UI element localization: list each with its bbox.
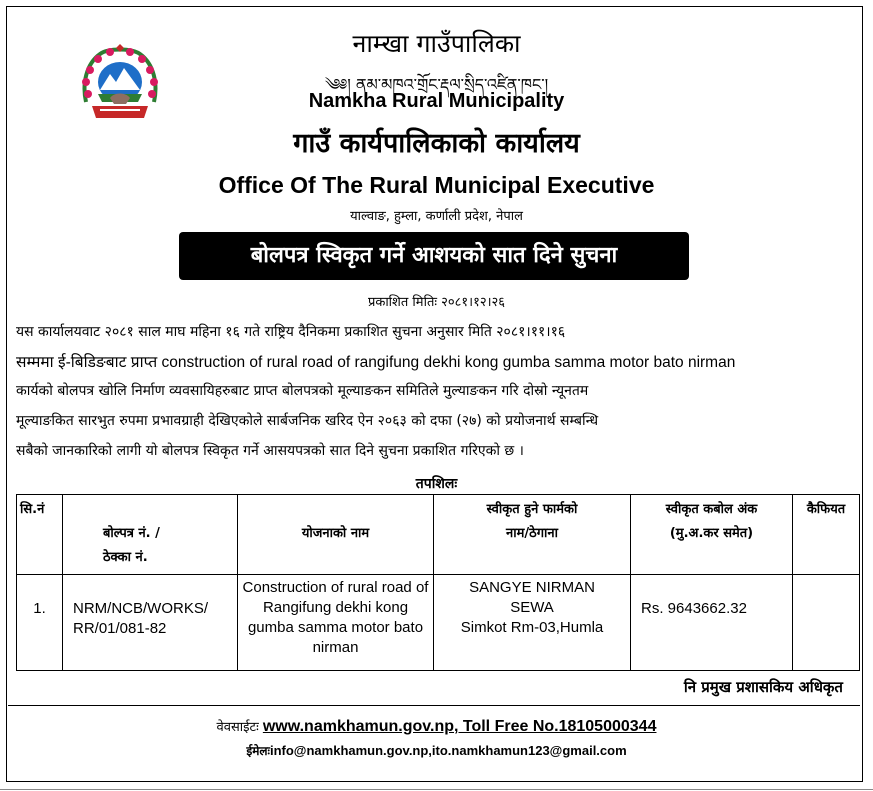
- body-line-4: मूल्याङकित सारभुत रुपमा प्रभावग्राही देखिएकोले सार्बजनिक खरिद ऐन २०६३ को दफा (२७) को प्रयोजनार्थ सम्बन्धि: [16, 413, 599, 429]
- table-header-row: [17, 495, 860, 575]
- footer-website: [0, 717, 873, 736]
- body-line-3: कार्यको बोलपत्र खोलि निर्माण व्यवसायिहरुबाट प्राप्त बोलपत्रको मूल्याङकन समितिले मुल्याङकन गरि दोस्रो न्यूनतम: [16, 383, 589, 399]
- header-project-name: योजनाको नाम: [238, 495, 434, 575]
- header-firm: स्वीकृत हुने फार्मको नाम/ठेगाना: [434, 495, 631, 575]
- details-heading: तपशिलः: [415, 476, 458, 492]
- website-label: वेवसाईटः: [216, 720, 259, 735]
- website-link[interactable]: www.namkhamun.gov.np, Toll Free No.18105000344: [262, 718, 657, 735]
- cell-project: Construction of rural road of Rangifung dekhi kong gumba samma motor bato nirman: [238, 575, 434, 671]
- cell-sn: 1.: [17, 575, 63, 671]
- office-name-nepali: गाउँ कार्यपालिकाको कार्यालय: [293, 128, 580, 159]
- header-bid-no: बोल्पत्र नं. / ठेक्का नं.: [63, 495, 238, 575]
- footer-divider: [8, 705, 860, 706]
- email-label: ईमेलः: [246, 744, 270, 758]
- body-line-2: सम्ममा ई-बिडिङबाट प्राप्त construction of rural road of rangifung dekhi kong gumba samma motor bato nirman: [16, 354, 736, 371]
- header-sn: सि.नं: [17, 495, 63, 575]
- municipality-name-nepali: नाम्खा गाउँपालिका: [352, 29, 521, 58]
- firm-address: Simkot Rm-03,Humla: [460, 619, 604, 636]
- cell-firm: [434, 575, 631, 671]
- footer-email: [0, 742, 873, 759]
- cell-amount: Rs. 9643662.32: [631, 575, 793, 671]
- cell-remarks: [793, 575, 860, 671]
- cell-bid-no: NRM/NCB/WORKS/ RR/01/081-82: [63, 575, 238, 671]
- municipality-name-tibetan: ༄༅། ནམ་མཁའ་གྲོང་རྡལ་སྲིད་འཛིན་ཁང་།: [324, 75, 549, 94]
- signatory-title: नि प्रमुख प्रशासकिय अधिकृत: [683, 678, 843, 696]
- firm-name: SANGYE NIRMAN SEWA: [469, 579, 595, 616]
- header-remarks: कैफियत: [793, 495, 860, 575]
- body-line-5: सबैको जानकारिको लागी यो बोलपत्र स्विकृत गर्ने आसयपत्रको सात दिने सुचना प्रकाशित गरिएको छ ।: [16, 443, 524, 459]
- email-link[interactable]: info@namkhamun.gov.np,ito.namkhamun123@gmail.com: [269, 743, 627, 758]
- award-table: [16, 494, 860, 671]
- table-row: [17, 575, 860, 671]
- office-address: याल्वाङ, हुम्ला, कर्णाली प्रदेश, नेपाल: [350, 209, 523, 224]
- header-amount: स्वीकृत कबोल अंक (मु.अ.कर समेत): [631, 495, 793, 575]
- published-date: प्रकाशित मितिः २०८१।१२।२६: [367, 295, 506, 310]
- page-bottom-rule: [0, 789, 873, 790]
- office-name-english: Office Of The Rural Municipal Executive: [218, 172, 655, 198]
- notice-title-banner: बोलपत्र स्विकृत गर्ने आशयको सात दिने सुचना: [179, 232, 689, 280]
- body-line-1: यस कार्यालयवाट २०८१ साल माघ महिना १६ गते राष्ट्रिय दैनिकमा प्रकाशित सुचना अनुसार मिति २०८१।११।१६: [16, 324, 566, 340]
- municipality-name-english: Namkha Rural Municipality: [308, 90, 565, 112]
